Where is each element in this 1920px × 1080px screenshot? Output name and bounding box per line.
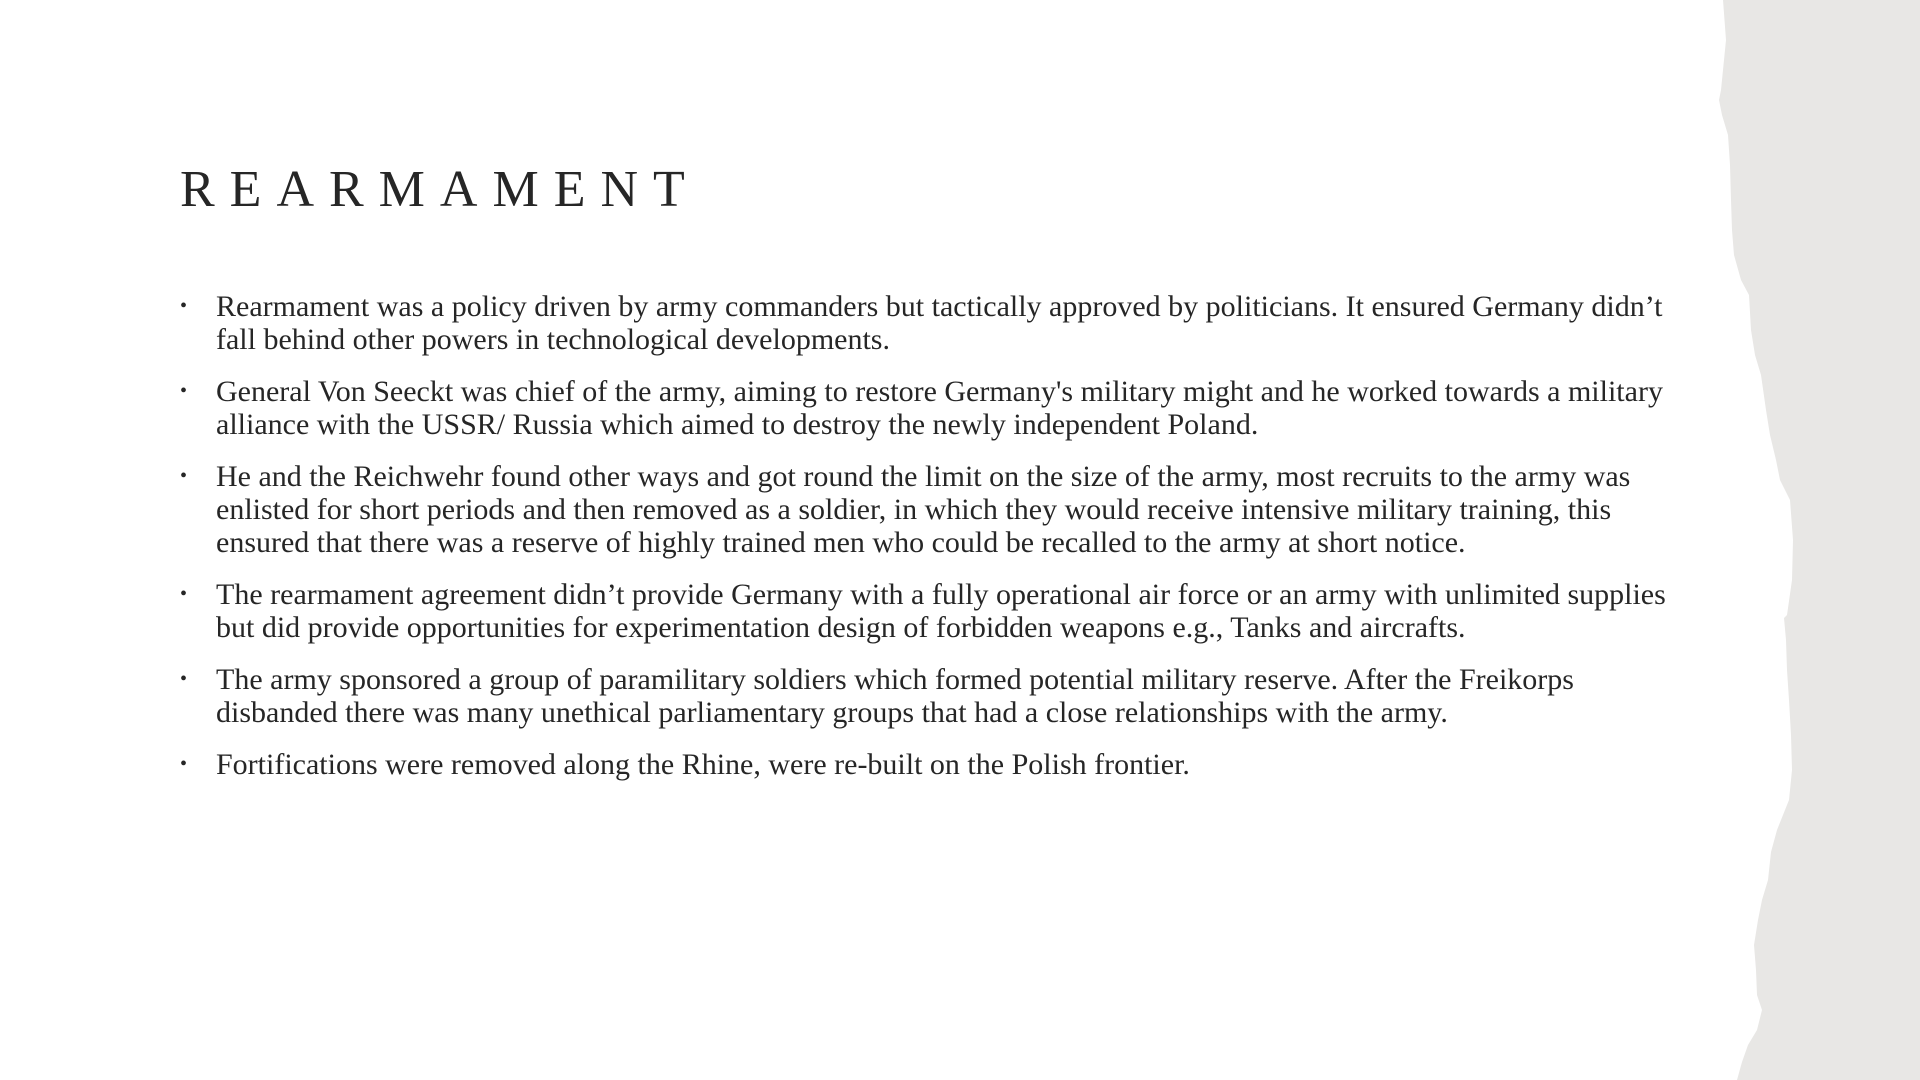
bullet-point-icon: •: [180, 753, 188, 775]
bullet-point-icon: •: [180, 295, 188, 317]
bullet-text: Rearmament was a policy driven by army commanders but tactically approved by politicians. It ensured Germany didn’t fall behind other powers in technological developments.: [216, 290, 1663, 356]
bullet-text: Fortifications were removed along the Rhine, were re-built on the Polish frontier.: [216, 748, 1190, 781]
bullet-text: He and the Reichwehr found other ways and got round the limit on the size of the army, most recruits to the army was enlisted for short periods and then removed as a soldier, in which they would receive intensive military training, this ensured that there was a reserve of highly trained men who could be recalled to the army at short notice.: [216, 460, 1631, 559]
bullet-text: General Von Seeckt was chief of the army, aiming to restore Germany's military might and he worked towards a military alliance with the USSR/ Russia which aimed to destroy the newly independent Poland.: [216, 375, 1663, 441]
bullet-text: The rearmament agreement didn’t provide Germany with a fully operational air force or an army with unlimited supplies but did provide opportunities for experimentation design of forbidden weapons e.g., Tanks and aircrafts.: [216, 578, 1666, 644]
bullet-point-icon: •: [180, 380, 188, 402]
bullet-item: [180, 290, 1700, 356]
bullet-item: [180, 748, 1700, 781]
bullet-text: The army sponsored a group of paramilitary soldiers which formed potential military reserve. After the Freikorps disbanded there was many unethical parliamentary groups that had a close relationships with the army.: [216, 663, 1574, 729]
bullet-point-icon: •: [180, 583, 188, 605]
bullet-point-icon: •: [180, 668, 188, 690]
bullet-list: [180, 290, 1700, 800]
slide-title: REARMAMENT: [180, 161, 700, 218]
bullet-item: [180, 375, 1700, 441]
bullet-item: [180, 663, 1700, 729]
bullet-item: [180, 578, 1700, 644]
bullet-item: [180, 460, 1700, 559]
bullet-point-icon: •: [180, 465, 188, 487]
